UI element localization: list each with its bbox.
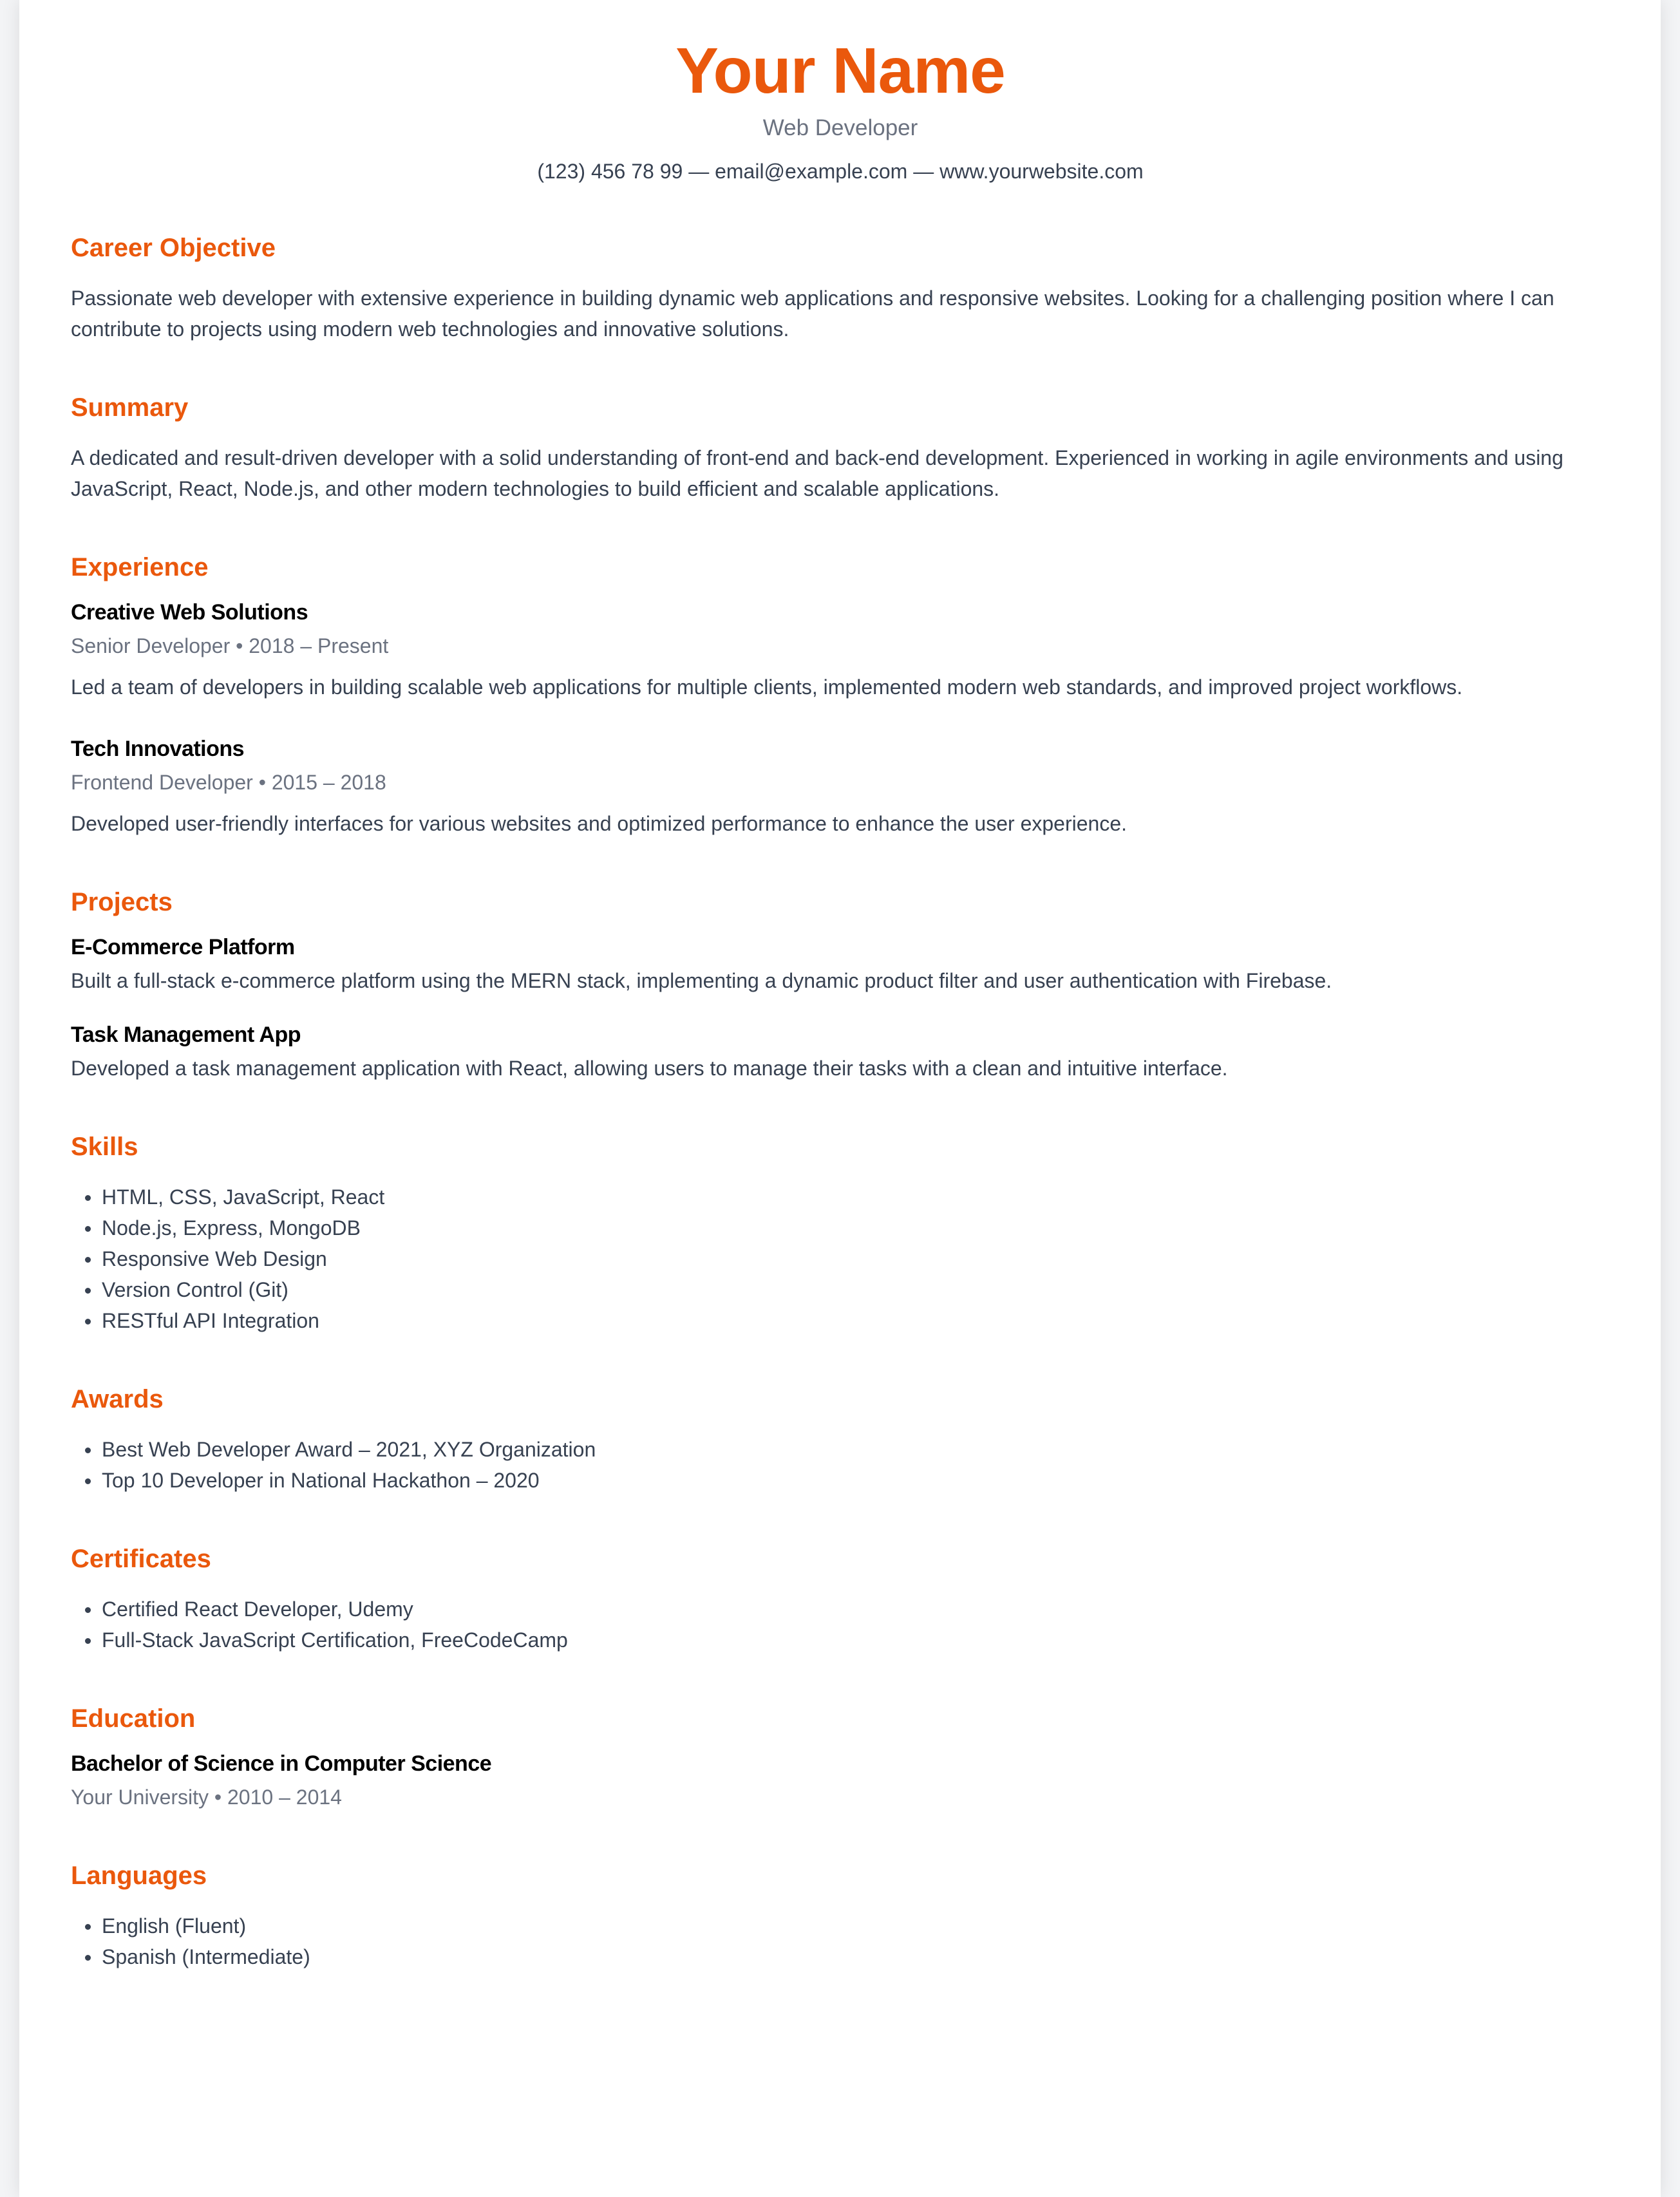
- section-heading: Summary: [71, 393, 189, 422]
- resume-content: [71, 0, 1610, 1972]
- job-meta: Frontend Developer • 2015 – 2018: [71, 771, 386, 794]
- experience-item: [71, 733, 1610, 839]
- section-heading: Experience: [71, 553, 209, 581]
- list-item: English (Fluent): [71, 1910, 1610, 1941]
- resume-page: [19, 0, 1661, 2197]
- certificates-list: [71, 1594, 1610, 1655]
- degree: Bachelor of Science in Computer Science: [71, 1751, 492, 1776]
- list-item: RESTful API Integration: [71, 1305, 1610, 1336]
- list-item: Top 10 Developer in National Hackathon – 2020: [71, 1465, 1610, 1496]
- awards-list: [71, 1434, 1610, 1496]
- job-title: Web Developer: [762, 115, 918, 140]
- list-item: Responsive Web Design: [71, 1243, 1610, 1274]
- education-meta: Your University • 2010 – 2014: [71, 1786, 342, 1809]
- contact-line: (123) 456 78 99 — email@example.com — www.yourwebsite.com: [537, 160, 1144, 183]
- career-objective-text: Passionate web developer with extensive experience in building dynamic web applications and responsive websites. Looking for a challenging position where I can contribute to projects using modern web technologies and innovative solutions.: [71, 287, 1554, 341]
- section-education: [71, 1702, 1610, 1813]
- languages-list: [71, 1910, 1610, 1972]
- section-heading: Education: [71, 1704, 196, 1733]
- education-item: [71, 1748, 1610, 1813]
- company-name: Tech Innovations: [71, 737, 245, 761]
- job-description: Developed user-friendly interfaces for various websites and optimized performance to enhance the user experience.: [71, 812, 1127, 835]
- section-skills: [71, 1130, 1610, 1336]
- list-item: Certified React Developer, Udemy: [71, 1594, 1610, 1625]
- section-certificates: [71, 1542, 1610, 1655]
- section-awards: [71, 1382, 1610, 1496]
- resume-header: [71, 0, 1610, 187]
- list-item: Full-Stack JavaScript Certification, FreeCodeCamp: [71, 1625, 1610, 1655]
- section-languages: [71, 1859, 1610, 1972]
- name: Your Name: [675, 35, 1005, 107]
- list-item: Version Control (Git): [71, 1274, 1610, 1305]
- list-item: Spanish (Intermediate): [71, 1941, 1610, 1972]
- job-meta: Senior Developer • 2018 – Present: [71, 634, 389, 657]
- section-heading: Career Objective: [71, 234, 276, 262]
- project-name: E-Commerce Platform: [71, 935, 295, 959]
- project-name: Task Management App: [71, 1023, 301, 1047]
- section-heading: Skills: [71, 1133, 138, 1161]
- section-heading: Projects: [71, 888, 173, 916]
- job-description: Led a team of developers in building scalable web applications for multiple clients, implemented modern web standards, and improved project workflows.: [71, 675, 1463, 699]
- summary-text: A dedicated and result-driven developer with a solid understanding of front-end and back-end development. Experienced in working in agile environments and using JavaScript, React, Node.js, and other modern technologies to build efficient and scalable applications.: [71, 446, 1563, 500]
- project-item: [71, 932, 1610, 996]
- section-experience: [71, 551, 1610, 839]
- experience-item: [71, 597, 1610, 702]
- project-item: [71, 1019, 1610, 1084]
- section-summary: [71, 391, 1610, 504]
- project-description: Built a full-stack e-commerce platform using the MERN stack, implementing a dynamic product filter and user authentication with Firebase.: [71, 969, 1332, 992]
- section-projects: [71, 885, 1610, 1084]
- list-item: HTML, CSS, JavaScript, React: [71, 1182, 1610, 1212]
- section-career-objective: [71, 231, 1610, 344]
- company-name: Creative Web Solutions: [71, 600, 308, 625]
- skills-list: [71, 1182, 1610, 1336]
- project-description: Developed a task management application with React, allowing users to manage their tasks with a clean and intuitive interface.: [71, 1057, 1228, 1080]
- section-heading: Awards: [71, 1385, 164, 1413]
- section-heading: Certificates: [71, 1545, 211, 1573]
- list-item: Best Web Developer Award – 2021, XYZ Organization: [71, 1434, 1610, 1465]
- list-item: Node.js, Express, MongoDB: [71, 1212, 1610, 1243]
- section-heading: Languages: [71, 1862, 207, 1890]
